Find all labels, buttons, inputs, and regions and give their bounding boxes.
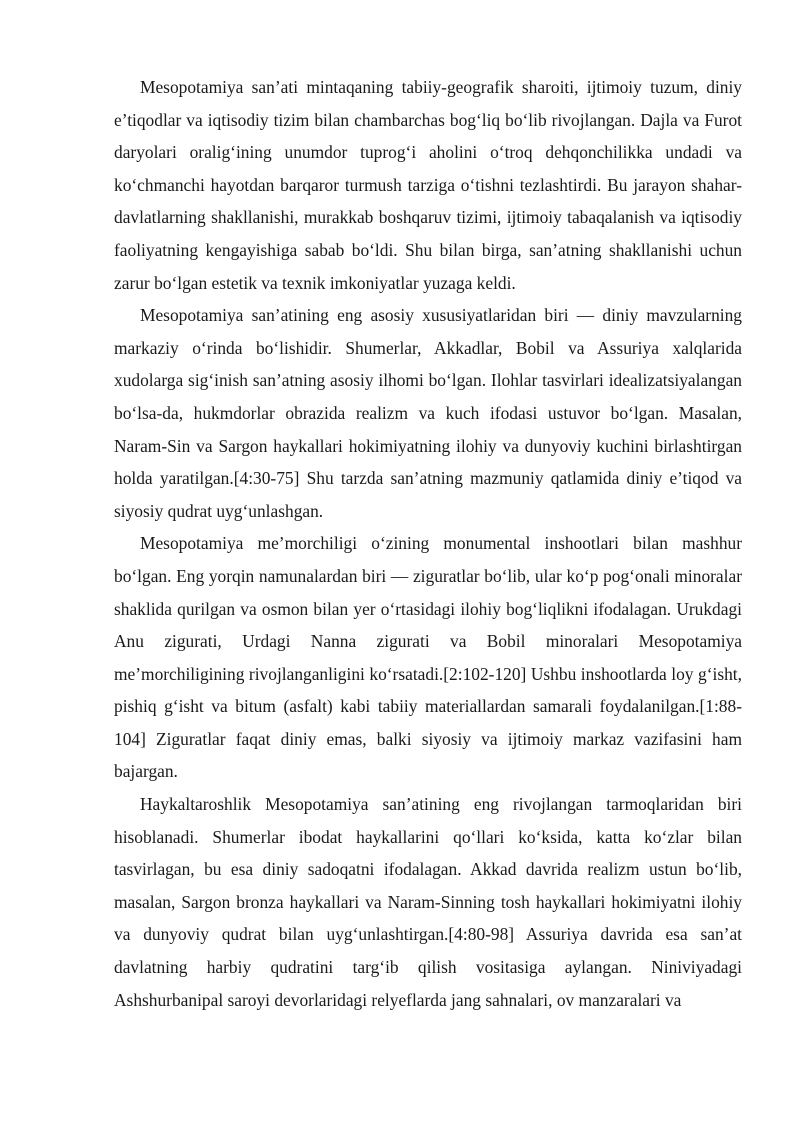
paragraph-2: Mesopotamiya san’atining eng asosiy xususiyatlaridan biri — diniy mavzularning markaziy o‘rinda bo‘lishidir. Shumerlar, Akkadlar, Bobil va Assuriya xalqlarida xudolarga sig‘inish san’atning asosiy ilhomi bo‘lgan. Ilohlar tasvirlari idealizatsiyalangan bo‘lsa-da, hukmdorlar obrazida realizm va kuch ifodasi ustuvor bo‘lgan. Masalan, Naram-Sin va Sargon haykallari hokimiyatning ilohiy va dunyoviy kuchini birlashtirgan holda yaratilgan.[4:30-75] Shu tarzda san’atning mazmuniy qatlamida diniy e’tiqod va siyosiy qudrat uyg‘unlashgan.: [114, 305, 742, 521]
paragraph-4: Haykaltaroshlik Mesopotamiya san’atining eng rivojlangan tarmoqlaridan biri hisoblanadi. Shumerlar ibodat haykallarini qo‘llari ko‘ksida, katta ko‘zlar bilan tasvirlagan, bu esa diniy sadoqatni ifodalagan. Akkad davrida realizm ustun bo‘lib, masalan, Sargon bronza haykallari va Naram-Sinning tosh haykallari hokimiyatni ilohiy va dunyoviy qudrat bilan uyg‘unlashtirgan.[4:80-98] Assuriya davrida esa san’at davlatning harbiy qudratini targ‘ib qilish vositasiga aylangan. Niniviyadagi Ashshurbanipal saroyi devorlaridagi relyeflarda jang sahnalari, ov manzaralari va: [114, 794, 742, 1010]
document-page: [114, 71, 742, 1016]
paragraph-3: Mesopotamiya me’morchiligi o‘zining monumental inshootlari bilan mashhur bo‘lgan. Eng yorqin namunalardan biri — ziguratlar bo‘lib, ular ko‘p pog‘onali minoralar shaklida qurilgan va osmon bilan yer o‘rtasidagi ilohiy bog‘liqlikni ifodalagan. Urukdagi Anu zigurati, Urdagi Nanna zigurati va Bobil minoralari Mesopotamiya me’morchiligining rivojlanganligini ko‘rsatadi.[2:102-120] Ushbu inshootlarda loy g‘isht, pishiq g‘isht va bitum (asfalt) kabi tabiiy materiallardan samarali foydalanilgan.[1:88-104] Ziguratlar faqat diniy emas, balki siyosiy va ijtimoiy markaz vazifasini ham bajargan.: [114, 533, 742, 782]
paragraph-1: Mesopotamiya san’ati mintaqaning tabiiy-geografik sharoiti, ijtimoiy tuzum, diniy e’tiqodlar va iqtisodiy tizim bilan chambarchas bog‘liq bo‘lib rivojlangan. Dajla va Furot daryolari oralig‘ining unumdor tuprog‘i aholini o‘troq dehqonchilikka undadi va ko‘chmanchi hayotdan barqaror turmush tarziga o‘tishni tezlashtirdi. Bu jarayon shahar-davlatlarning shakllanishi, murakkab boshqaruv tizimi, ijtimoiy tabaqalanish va iqtisodiy faoliyatning kengayishiga sabab bo‘ldi. Shu bilan birga, san’atning shakllanishi uchun zarur bo‘lgan estetik va texnik imkoniyatlar yuzaga keldi.: [114, 77, 742, 293]
